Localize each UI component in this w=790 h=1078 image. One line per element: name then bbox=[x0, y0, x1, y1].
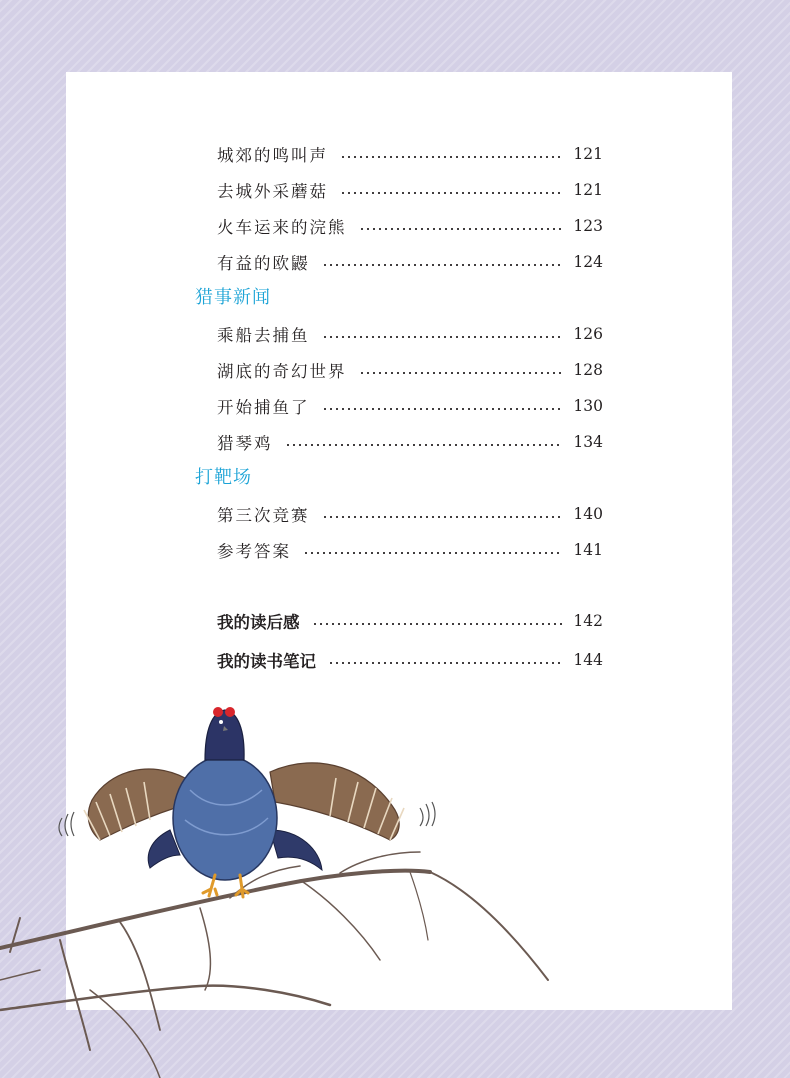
toc-entry-page: 142 bbox=[573, 612, 603, 630]
toc-entry[interactable] bbox=[217, 392, 603, 420]
toc-entry-title: 乘船去捕鱼 bbox=[217, 326, 310, 345]
toc-entry-page: 140 bbox=[573, 505, 603, 523]
toc-entry-page: 144 bbox=[573, 651, 603, 669]
toc-entry-title: 有益的欧鼹 bbox=[217, 254, 310, 273]
toc-entry-title: 火车运来的浣熊 bbox=[217, 218, 347, 237]
toc-entry-title: 城郊的鸣叫声 bbox=[217, 146, 328, 165]
dot-leader bbox=[322, 408, 564, 410]
dot-leader bbox=[340, 192, 563, 194]
section-heading-shooting-range: 打靶场 bbox=[195, 467, 252, 488]
toc-entry-page: 126 bbox=[573, 325, 603, 343]
dot-leader bbox=[328, 662, 563, 664]
toc-entry-title: 去城外采蘑菇 bbox=[217, 182, 328, 201]
wing-icon bbox=[270, 763, 404, 840]
dot-leader bbox=[359, 372, 564, 374]
toc-entry-reading-reflection[interactable] bbox=[217, 607, 603, 635]
toc-entry-page: 123 bbox=[573, 217, 603, 235]
toc-entry[interactable] bbox=[217, 176, 603, 204]
toc-entry[interactable] bbox=[217, 212, 603, 240]
dot-leader bbox=[303, 552, 563, 554]
toc-entry[interactable] bbox=[217, 140, 603, 168]
dot-leader bbox=[322, 516, 564, 518]
dot-leader bbox=[285, 444, 564, 446]
dot-leader bbox=[322, 264, 564, 266]
toc-entry-page: 134 bbox=[573, 433, 603, 451]
dot-leader bbox=[312, 623, 564, 625]
toc-entry-title: 第三次竞赛 bbox=[217, 506, 310, 525]
toc-entry-page: 124 bbox=[573, 253, 603, 271]
toc-entry[interactable] bbox=[217, 428, 603, 456]
wing-icon bbox=[84, 769, 185, 840]
toc-entry-reading-notes[interactable] bbox=[217, 646, 603, 674]
branch-icon bbox=[0, 852, 548, 1078]
bird-illustration bbox=[0, 690, 560, 1078]
toc-entry[interactable] bbox=[217, 536, 603, 564]
toc-entry-title: 猎琴鸡 bbox=[217, 434, 273, 453]
toc-entry-title: 参考答案 bbox=[217, 542, 291, 561]
toc-entry[interactable] bbox=[217, 500, 603, 528]
toc-entry-page: 121 bbox=[573, 145, 603, 163]
bird-body-icon bbox=[173, 707, 277, 897]
toc-entry-title: 开始捕鱼了 bbox=[217, 398, 310, 417]
toc-entry[interactable] bbox=[217, 248, 603, 276]
toc-entry-title: 我的读后感 bbox=[217, 613, 300, 632]
toc-entry[interactable] bbox=[217, 356, 603, 384]
toc-entry-page: 141 bbox=[573, 541, 603, 559]
toc-entry-page: 130 bbox=[573, 397, 603, 415]
toc-entry-title: 湖底的奇幻世界 bbox=[217, 362, 347, 381]
dot-leader bbox=[322, 336, 564, 338]
toc-entry-page: 121 bbox=[573, 181, 603, 199]
dot-leader bbox=[340, 156, 563, 158]
toc-entry[interactable] bbox=[217, 320, 603, 348]
section-heading-hunting-news: 猎事新闻 bbox=[195, 287, 271, 308]
dot-leader bbox=[359, 228, 564, 230]
toc-entry-page: 128 bbox=[573, 361, 603, 379]
toc-entry-title: 我的读书笔记 bbox=[217, 652, 316, 671]
